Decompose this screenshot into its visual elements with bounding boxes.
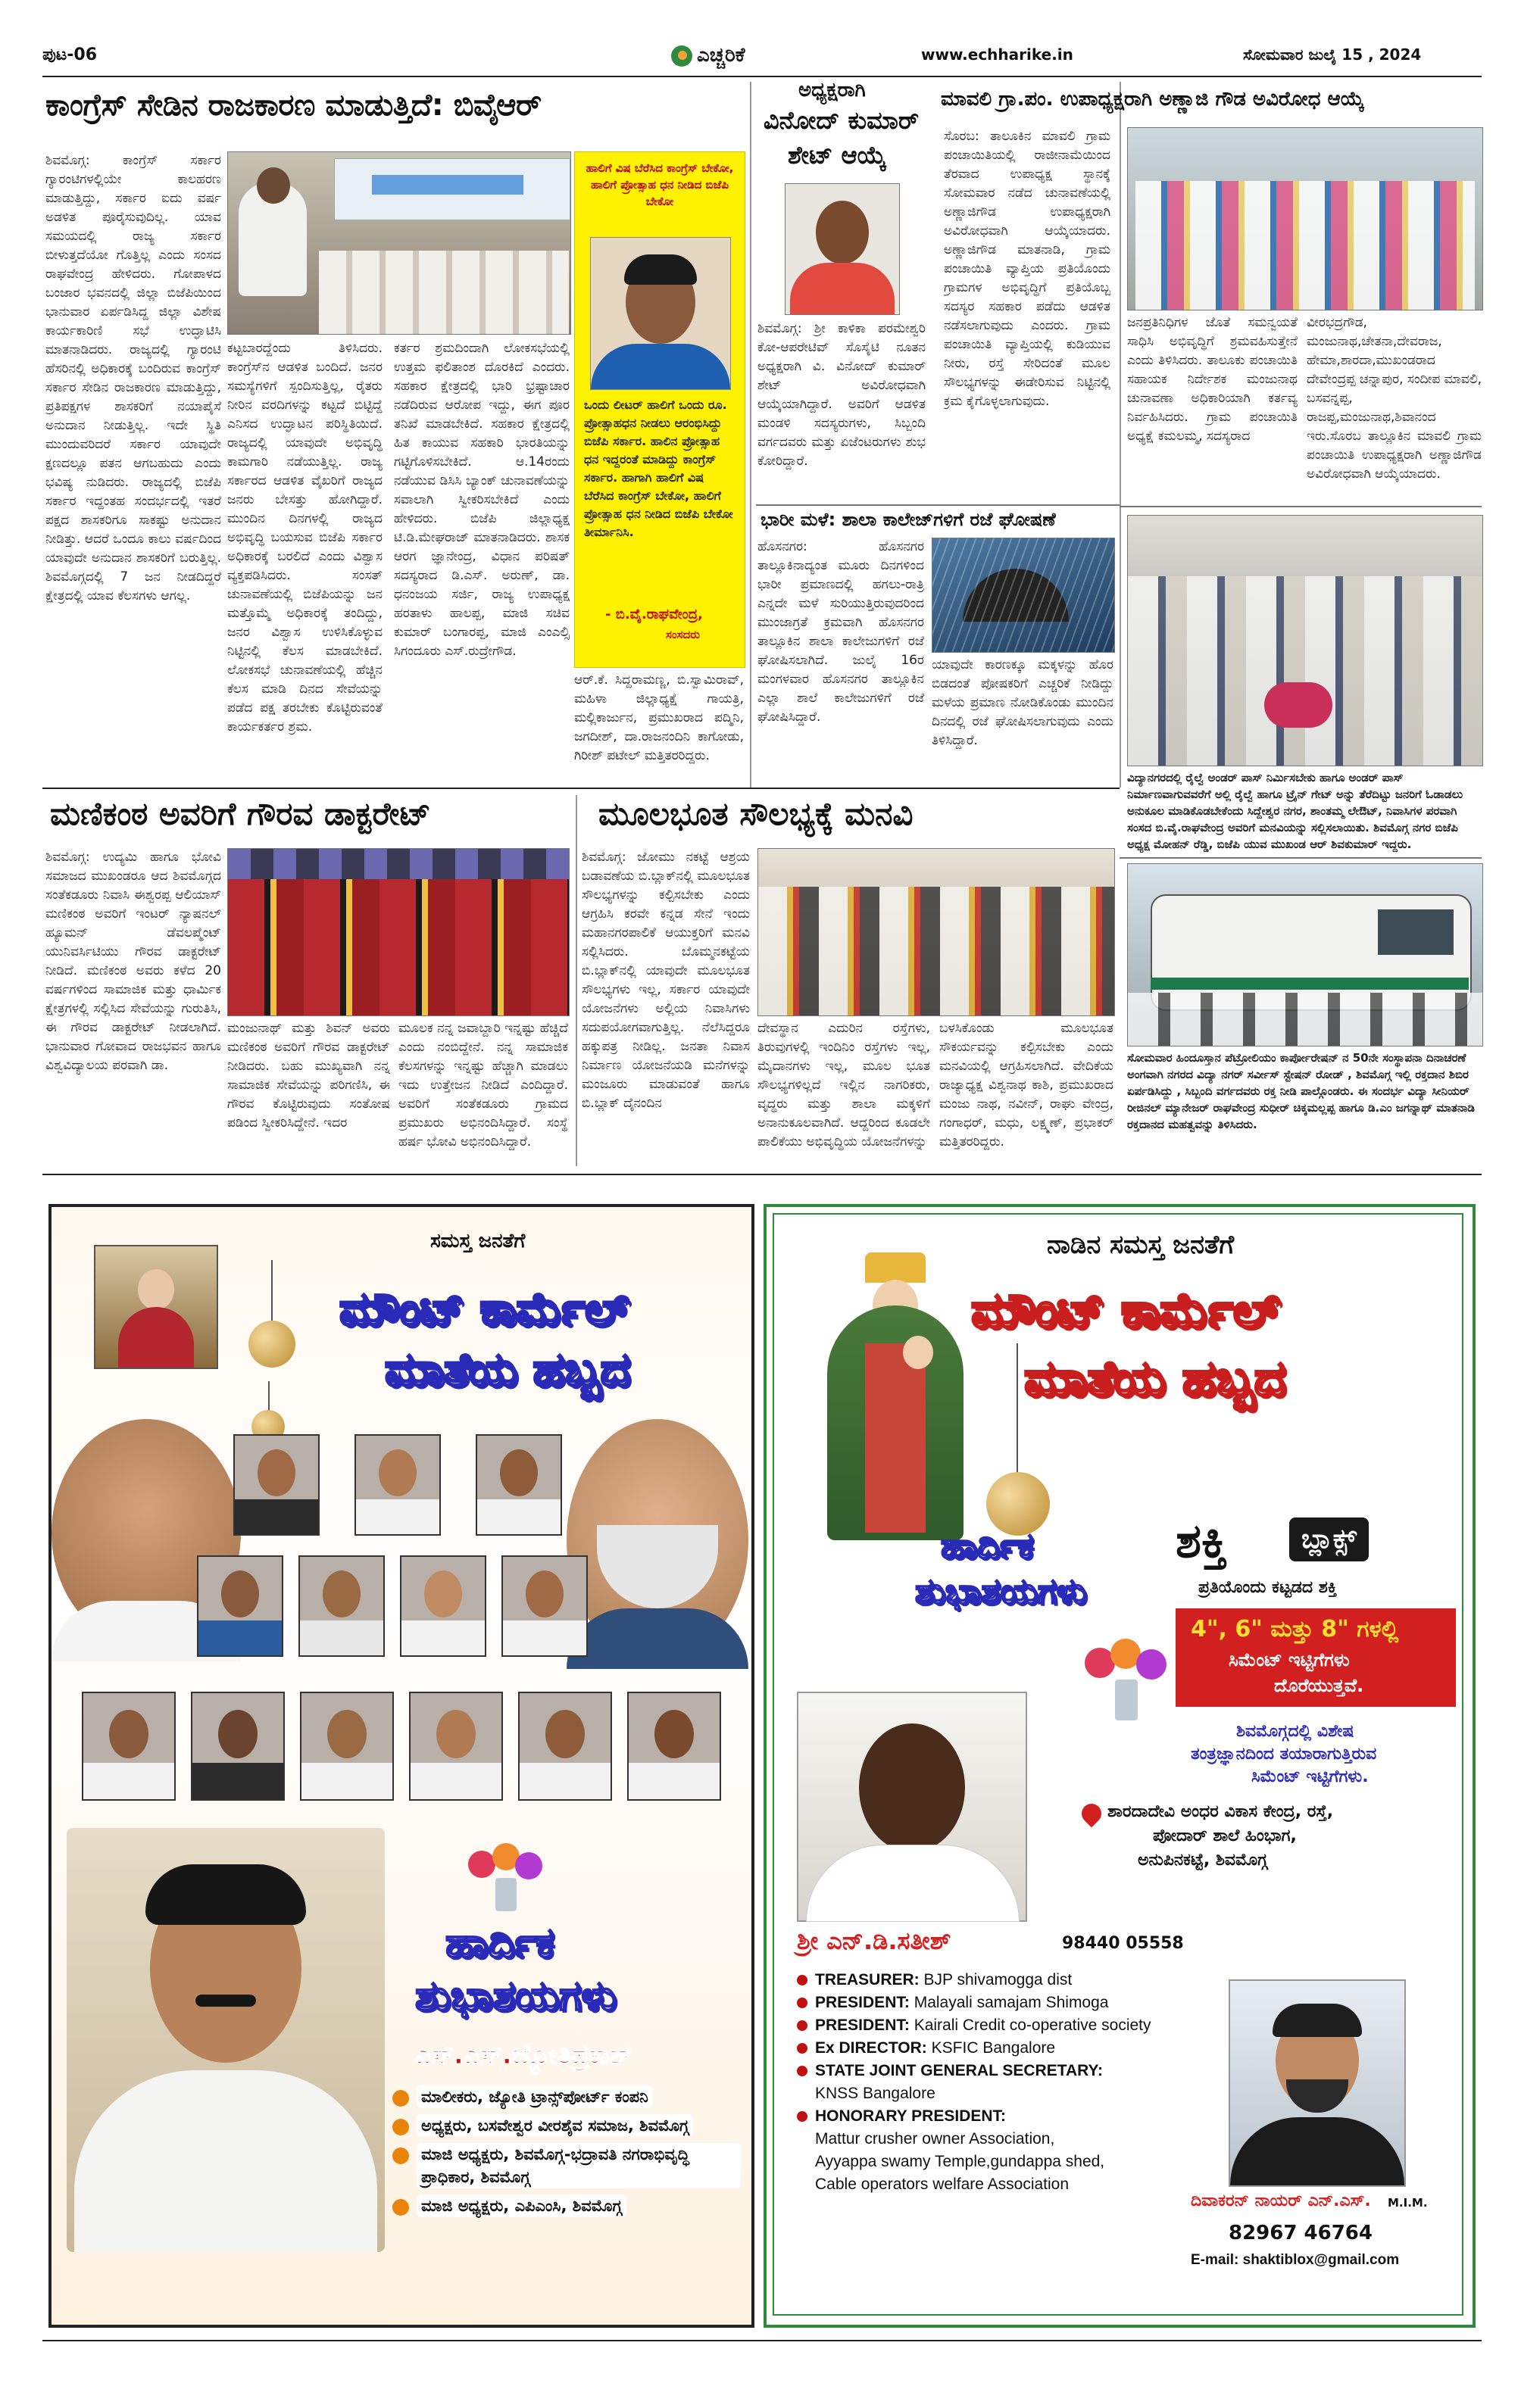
- thumb-shirt: [300, 1620, 383, 1657]
- story6-col2: ಮಂಜುನಾಥ್ ಮತ್ತು ಶಿವನ್ ಅವರು ಮಣಿಕಂಠ ಅವರಿಗೆ ಗೌರವ ಡಾಕ್ಟರೇಟ್ ನೀಡಿದರು. ಬಹು ಮುಖ್ಯವಾಗಿ ನನ್ನ ಸಾಮಾಜಿಕ ಸೇವೆಯನ್ನು ಪರಿಗಣಿಸಿ, ಈ ಗೌರವ ಕೊಟ್ಟಿರುವುದು ಸಂತೋಷ ಪಡಿಂದ ಸ್ವೀಕರಿಸಿದ್ದೇನೆ. ಇದರ: [227, 1021, 390, 1131]
- divider-v3: [576, 795, 577, 1166]
- quote-box: [574, 151, 745, 668]
- story1-col2: ಕಟ್ಟಬಾರದ್ದೆಂದು ತಿಳಿಸಿದರು. ಕಾಂಗ್ರೆಸ್‌ನ ಆಡಳಿತ ಬಂದಿದೆ. ಜನರ ಸಮಸ್ಯೆಗಳಿಗೆ ಸ್ಪಂದಿಸುತ್ತಿಲ್ಲ, ರೈತರು ನೀರಿನ ವರದಿಗಳನ್ನು ಕಟ್ಟದೆ ಬಿಟ್ಟಿದ್ದೆ ಎನಿಸದ ಉದ್ಘಾಟನ ಪರಿಸ್ಥಿತಿಯಿದೆ. ರಾಜ್ಯದಲ್ಲಿ ಯಾವುದೇ ಅಭಿವೃದ್ಧಿ ಕಾಮಗಾರಿ ನಡೆಯುತ್ತಿಲ್ಲ. ರಾಜ್ಯ ಸರ್ಕಾರದ ಆಡಳಿತ ವೈಖರಿಗೆ ರಾಜ್ಯದ ಜನರು ಬೇಸತ್ತು ಹೋಗಿದ್ದಾರೆ. ಮುಂದಿನ ದಿನಗಳಲ್ಲಿ ರಾಜ್ಯದ ಅಭಿವೃದ್ಧಿ ಬಯಸುವ ಬಿಜೆಪಿ ಸರ್ಕಾರ ಅಧಿಕಾರಕ್ಕೆ ಬರಲಿದೆ ಎಂದು ವಿಶ್ವಾಸ ವ್ಯಕ್ತಪಡಿಸಿದರು. ಸಂಸತ್ ಚುನಾವಣೆಯಲ್ಲಿ ಬಿಜೆಪಿಯನ್ನು ಜನ ಮತ್ತೊಮ್ಮೆ ಅಧಿಕಾರಕ್ಕೆ ತಂದಿದ್ದು, ಜನರ ವಿಶ್ವಾಸ ಉಳಿಸಿಕೊಳ್ಳುವ ನಿಟ್ಟಿನಲ್ಲಿ ಕೆಲಸ ಮಾಡಬೇಕಿದೆ. ಲೋಕಸಭೆ ಚುನಾವಣೆಯಲ್ಲಿ ಹೆಚ್ಚಿನ ಕೆಲಸ ಮಾಡಿ ದಿನದ ಸೇವೆಯನ್ನು ಪಡೆದ ಪಕ್ಷ ತರಬೇಕು ಕೊಟ್ಟಿರುವಂತೆ ಕಾರ್ಯಕರ್ತರ ಶ್ರಮ.: [227, 341, 383, 735]
- thumb-shirt: [401, 1620, 485, 1657]
- ornament-left-2: [268, 1381, 270, 1411]
- bullet-icon: [392, 2090, 409, 2107]
- ad-left-line-4: [392, 2194, 741, 2217]
- leader-thumb-12: [518, 1692, 612, 1801]
- quote-body: ಒಂದು ಲೀಟರ್ ಹಾಲಿಗೆ ಒಂದು ರೂ. ಪ್ರೋತ್ಸಾಹಧನ ನೀಡಲು ಆರಂಭಿಸಿದ್ದು ಬಿಜೆಪಿ ಸರ್ಕಾರ. ಹಾಲಿನ ಪ್ರೋತ್ಸಾಹ ಧನ ಇದ್ದರಂತೆ ಮಾಡಿದ್ದು ಕಾಂಗ್ರೆಸ್ ಸರ್ಕಾರ. ಹಾಗಾಗಿ ಹಾಲಿಗೆ ವಿಷ ಬೆರೆಸಿದ ಕಾಂಗ್ರೆಸ್ ಬೇಕೋ, ಹಾಲಿಗೆ ಪ್ರೋತ್ಸಾಹ ಧನ ನೀಡಿದ ಬಿಜೆಪಿ ಬೇಕೋ ತೀರ್ಮಾನಿಸಿ.: [584, 398, 733, 539]
- divider-h-s4: [1120, 506, 1482, 507]
- quote-top: ಹಾಲಿಗೆ ವಿಷ ಬೆರೆಸಿದ ಕಾಂಗ್ರೆಸ್ ಬೇಕೋ, ಹಾಲಿಗೆ ಪ್ರೋತ್ಸಾಹ ಧನ ನೀಡಿದ ಬಿಜೆಪಿ ಬೇಕೋ: [586, 161, 734, 208]
- divider-h-ads: [42, 1174, 1482, 1175]
- thumb-shirt: [198, 1620, 282, 1657]
- role-label: STATE JOINT GENERAL SECRETARY:: [815, 2062, 1103, 2079]
- leader-thumb-8: [82, 1692, 176, 1801]
- quote-sign: - ಬಿ.ವೈ.ರಾಘವೇಂದ್ರ,: [605, 607, 703, 622]
- story1-col3: ಕರ್ತರ ಶ್ರಮದಿಂದಾಗಿ ಲೋಕಸಭೆಯಲ್ಲಿ ಉತ್ತಮ ಫಲಿತಾಂಶ ದೊರಕಿದೆ ಎಂದರು. ಸಹಕಾರ ಕ್ಷೇತ್ರದಲ್ಲಿ ಭಾರಿ ಭ್ರಷ್ಟಾಚಾರ ನಡೆದಿರುವ ಆರೋಪ ಇದ್ದು, ಈಗ ಪೂರ ತನಿಖೆ ಮಾಡಬೇಕಿದೆ. ಸಹಕಾರ ಕ್ಷೇತ್ರದಲ್ಲಿ ಹಿತ ಕಾಯುವ ಸಹಕಾರಿ ಭಾರತಿಯನ್ನು ಗಟ್ಟಿಗೊಳಿಸಬೇಕಿದೆ. ಆ.14ರಂದು ನಡೆಯುವ ಡಿಸಿಸಿ ಬ್ಯಾಂಕ್ ಚುನಾವಣೆಯನ್ನು ಸವಾಲಾಗಿ ಸ್ವೀಕರಿಸಬೇಕಿದೆ ಎಂದು ಹೇಳಿದರು. ಬಿಜೆಪಿ ಜಿಲ್ಲಾಧ್ಯಕ್ಷ ಟಿ.ಡಿ.ಮೇಘರಾಜ್ ಮಾತನಾಡಿದರು. ಶಾಸಕ ಆರಗ ಜ್ಞಾನೇಂದ್ರ, ವಿಧಾನ ಪರಿಷತ್ ಸದಸ್ಯರಾದ ಡಿ.ಎಸ್. ಅರುಣ್, ಡಾ. ಧನಂಜಯ ಸರ್ಜಿ, ರಾಜ್ಯ ಉಪಾಧ್ಯಕ್ಷ ಹರತಾಳು ಹಾಲಪ್ಪ, ಮಾಜಿ ಸಚಿವ ಕುಮಾರ್ ಬಂಗಾರಪ್ಪ, ಮಾಜಿ ಎಂಎಲ್ಸಿ ಸಿಗಂದೂರು ಎಸ್.ರುದ್ರೇಗೌಡ.: [394, 341, 570, 659]
- portrait-face: [816, 201, 869, 264]
- spec-line-1: ಶಿವಮೊಗ್ಗದಲ್ಲಿ ವಿಶೇಷ: [1236, 1722, 1354, 1741]
- role-label: HONORARY PRESIDENT:: [815, 2107, 1007, 2125]
- ornament-ball-1: [248, 1321, 295, 1368]
- mary-crown: [865, 1252, 926, 1283]
- ad-left-line-1: [392, 2085, 741, 2108]
- story7-headline: ಮೂಲಭೂತ ಸೌಲಭ್ಯಕ್ಕೆ ಮನವಿ: [598, 795, 914, 832]
- divider-v2: [1120, 82, 1121, 788]
- thumb-shirt: [83, 1763, 174, 1801]
- line-text: ಮಾಲೀಕರು, ಜ್ಯೋತಿ ಟ್ರಾನ್ಸ್‌ಪೋರ್ಟ್ ಕಂಪನಿ: [417, 2085, 653, 2108]
- role-label: TREASURER:: [815, 1971, 920, 1988]
- header-rule: [42, 76, 1482, 77]
- spec-line-2: ತಂತ್ರಜ್ಞಾನದಿಂದ ತಯಾರಾಗುತ್ತಿರುವ: [1191, 1745, 1377, 1764]
- rain: [932, 538, 1114, 652]
- ad-right-title2: ಮಾತೆಯ ಹಬ್ಬದ: [1024, 1351, 1286, 1407]
- officials: [1128, 576, 1482, 766]
- thumb-face: [424, 1571, 462, 1617]
- story4-col2: ಜನಪ್ರತಿನಿಧಿಗಳ ಜೊತೆ ಸಮನ್ವಯತೆ ಸಾಧಿಸಿ ಅಭಿವೃದ್ಧಿಗೆ ಶ್ರಮವಹಿಸುತ್ತೇನೆ ಎಂದು ತಿಳಿಸಿದರು. ತಾಲೂಕು ಪಂಚಾಯಿತಿ ಸಹಾಯಕ ನಿರ್ದೇಶಕ ಮಂಜುನಾಥ ಚುನಾವಣಾ ಅಧಿಕಾರಿಯಾಗಿ ಕರ್ತವ್ಯ ನಿರ್ವಹಿಸಿದರು. ಗ್ರಾಮ ಪಂಚಾಯಿತಿ ಅಧ್ಯಕ್ಷೆ ಕಮಲಮ್ಮ, ಸದಸ್ಯರಾದ: [1127, 315, 1298, 444]
- line-text: ಅಧ್ಯಕ್ಷರು, ಬಸವೇಶ್ವರ ವೀರಶೈವ ಸಮಾಜ, ಶಿವಮೊಗ್ಗ: [417, 2114, 693, 2137]
- person2-name: ದಿವಾಕರನ್ ನಾಯರ್ ಎನ್.ಎಸ್.: [1191, 2191, 1371, 2210]
- thumb-face: [109, 1710, 148, 1758]
- story2-portrait: [785, 183, 900, 315]
- ad-left-wish1: ಹಾರ್ದಿಕ: [445, 1919, 554, 1967]
- role-text-wrap: [815, 1969, 1072, 1992]
- ad-right-top: ನಾಡಿನ ಸಮಸ್ತ ಜನತೆಗೆ: [1047, 1230, 1235, 1260]
- role-continuation: KNSS Bangalore: [815, 2085, 935, 2102]
- logo-text: ಎಚ್ಚರಿಕೆ: [697, 44, 745, 67]
- flower-vase-left: [468, 1843, 544, 1911]
- story6-headline: ಮಣಿಕಂಠ ಅವರಿಗೆ ಗೌರವ ಡಾಕ್ಟರೇಟ್: [50, 795, 431, 832]
- leader-thumb-4: [197, 1555, 283, 1657]
- person2-beard: [1286, 2079, 1348, 2113]
- leader-thumb-13: [627, 1692, 721, 1801]
- ad-left-title1: ಮೌಂಟ್ ಕಾರ್ಮೆಲ್: [339, 1283, 629, 1336]
- sizes-line-3: ದೊರೆಯುತ್ತವೆ.: [1274, 1675, 1364, 1696]
- delegation: [758, 887, 1114, 1015]
- thumb-shirt: [520, 1763, 611, 1801]
- vase: [495, 1878, 517, 1911]
- flower-1: [468, 1851, 495, 1878]
- story2-headline-3: ಶೇಟ್ ಆಯ್ಕೆ: [788, 141, 887, 170]
- story1-photo: [227, 151, 571, 335]
- story2-headline-1: ಅಧ್ಯಕ್ಷರಾಗಿ: [798, 79, 866, 101]
- thumb-shirt: [235, 1499, 318, 1536]
- story2-headline-2: ವಿನೋದ್ ಕುಮಾರ್: [764, 106, 920, 135]
- story4-col1: ಸೊರಬ: ತಾಲೂಕಿನ ಮಾವಲಿ ಗ್ರಾಮ ಪಂಚಾಯಿತಿಯಲ್ಲಿ ರಾಜೀನಾಮೆಯಿಂದ ತೆರವಾದ ಉಪಾಧ್ಯಕ್ಷ ಸ್ಥಾನಕ್ಕೆ ಸೋಮವಾರ ನಡೆದ ಚುನಾವಣೆಯಲ್ಲಿ ಅಣ್ಣಾಜಿಗೌಡ ಉಪಾಧ್ಯಕ್ಷರಾಗಿ ಅವಿರೋಧವಾಗಿ ಆಯ್ಕೆಯಾದರು. ಅಣ್ಣಾಜಿಗೌಡ ಮಾತನಾಡಿ, ಗ್ರಾಮ ಪಂಚಾಯಿತಿ ವ್ಯಾಪ್ತಿಯ ಪ್ರತಿಯೊಂದು ಗ್ರಾಮಗಳ ಅಭಿವೃದ್ಧಿಗೆ ಪ್ರತಿಯೊಬ್ಬ ಸದಸ್ಯರ ಸಹಕಾರ ಪಡೆದು ಆಡಳಿತ ನಡೆಸಲಾಗುವುದು ಎಂದರು. ಗ್ರಾಮ ಪಂಚಾಯಿತಿ ವ್ಯಾಪ್ತಿಯಲ್ಲಿ ಕುಡಿಯುವ ನೀರು, ರಸ್ತೆ ಸೇರಿದಂತೆ ಮೂಲ ಸೌಲಭ್ಯಗಳನ್ನು ಈಡೇರಿಸುವ ನಿಟ್ಟಿನಲ್ಲಿ ಕ್ರಮ ಕೈಗೊಳ್ಳಲಾಗುವುದು.: [944, 129, 1110, 409]
- line-text: ಮಾಜಿ ಅಧ್ಯಕ್ಷರು, ಶಿವಮೊಗ್ಗ-ಭದ್ರಾವತಿ ನಗರಾಭಿವೃದ್ಧಿ ಪ್ರಾಧಿಕಾರ, ಶಿವಮೊಗ್ಗ: [417, 2143, 741, 2188]
- role-label: PRESIDENT:: [815, 2017, 910, 2034]
- banner-text: [372, 175, 523, 195]
- date: ಸೋಮವಾರ ಜುಲೈ 15 , 2024: [1243, 45, 1422, 64]
- ad-right-mary: [797, 1252, 994, 1540]
- child-face: [903, 1336, 933, 1369]
- ad-left: [48, 1204, 754, 2328]
- bullet-icon: [392, 2148, 409, 2164]
- person1-name: ಶ್ರೀ ಎನ್.ಡಿ.ಸತೀಶ್: [797, 1926, 951, 1955]
- brand-tagline: ಪ್ರತಿಯೊಂದು ಕಟ್ಟಡದ ಶಕ್ತಿ: [1198, 1578, 1338, 1597]
- ad-right-wish1: ಹಾರ್ದಿಕ: [941, 1525, 1034, 1566]
- main-hair: [145, 1864, 306, 1925]
- thumb-shirt: [192, 1763, 283, 1801]
- addr-line-3: ಅನುಪಿನಕಟ್ಟೆ, ಶಿವಮೊಗ್ಗ: [1138, 1851, 1268, 1870]
- divider-h-row2: [42, 788, 1120, 789]
- ad-right: [764, 1204, 1476, 2328]
- mary-dress: [865, 1343, 926, 1533]
- person1-phone[interactable]: 98440 05558: [1062, 1934, 1184, 1953]
- bullet-icon: [392, 2119, 409, 2135]
- thumb-shirt: [356, 1499, 439, 1536]
- bullet-icon: [797, 2043, 807, 2054]
- line-text: ಮಾಜಿ ಅಧ್ಯಕ್ಷರು, ಎಪಿಎಂಸಿ, ಶಿವಮೊಗ್ಗ: [417, 2194, 626, 2217]
- role-text-wrap: [815, 2060, 1103, 2082]
- leader-thumb-9: [191, 1692, 285, 1801]
- audience: [319, 251, 569, 334]
- ad-right-wish2: ಶುಭಾಶಯಗಳು: [915, 1571, 1087, 1611]
- person1-portrait: [797, 1692, 1027, 1922]
- bullet-icon: [797, 1975, 807, 1985]
- role-row: [797, 2060, 1221, 2082]
- thumb-shirt: [503, 1620, 586, 1657]
- role-row: [797, 1969, 1221, 1992]
- main-shirt: [74, 2070, 377, 2252]
- logo-icon-inner: [678, 51, 687, 60]
- thumb-face: [654, 1710, 694, 1758]
- ad-left-top: ಸಮಸ್ತ ಜನತೆಗೆ: [430, 1230, 526, 1252]
- speaker-head: [257, 167, 290, 204]
- ad-left-wish2: ಶುಭಾಶಯಗಳು: [415, 1972, 617, 2020]
- thumb-shirt: [629, 1763, 720, 1801]
- masthead: [42, 39, 1482, 74]
- thumb-face: [221, 1571, 259, 1617]
- spec-line-3: ಸಿಮೆಂಟ್ ಇಟ್ಟಿಗೆಗಳು.: [1251, 1767, 1369, 1786]
- brand-name-2: ಬ್ಲಾಕ್ಸ್: [1289, 1517, 1369, 1561]
- flower-vase-right: [1085, 1639, 1168, 1722]
- quote-sign-role: ಸಂಸದರು: [666, 628, 700, 641]
- story4-col3: ವೀರಭದ್ರಗೌಡ, ಮಂಜುನಾಥ,ಚೇತನಾ,ದೇವರಾಜ, ಹೇಮಾ,ಶಾರದಾ,ಮುಖಂಡರಾದ ದೇವೇಂದ್ರಪ್ಪ ಚನ್ನಾಪುರ, ಸಂದೀಪ ಮಾವಲಿ, ಬಸವನ್ನಪ್ಪ, ರಾಜಪ್ಪ,ಮಂಜುನಾಥ,ಶಿವಾನಂದ ಇರು.ಸೊರಬ ತಾಲ್ಲೂಕಿನ ಮಾವಲಿ ಗ್ರಾಮ ಪಂಚಾಯಿತಿ ಉಪಾಧ್ಯಕ್ಷರಾಗಿ ಅಣ್ಣಾಜಿಗೌಡ ಅವಿರೋಧವಾಗಿ ಆಯ್ಕೆಯಾದರು.: [1307, 315, 1482, 482]
- flower-3: [515, 1852, 542, 1879]
- graduates: [228, 879, 569, 1015]
- role-text-wrap: [815, 1992, 1108, 2014]
- story6-col1: ಶಿವಮೊಗ್ಗ: ಉದ್ಯಮಿ ಹಾಗೂ ಭೋವಿ ಸಮಾಜದ ಮುಖಂಡರೂ ಆದ ಶಿವಮೊಗ್ಗದ ಸಂತೆಕಡೂರು ನಿವಾಸಿ ಈಶ್ವರಪ್ಪ ಆಲಿಯಾಸ್ ಮಣಿಕಂಠ ಅವರಿಗೆ ಇಂಟರ್ ನ್ಯಾಷನಲ್ ಹ್ಯೂಮನ್ ಡೆವಲಪ್ಮೆಂಟ್ ಯುನಿವರ್ಸಿಟಿಯು ಗೌರವ ಡಾಕ್ಟರೇಟ್ ನೀಡಿದೆ. ಮಣಿಕಂಠ ಅವರು ಕಳೆದ 20 ವರ್ಷಗಳಿಂದ ಸಾಮಾಜಿಕ ಮತ್ತು ಧಾರ್ಮಿಕ ಕ್ಷೇತ್ರಗಳಲ್ಲಿ ಸಲ್ಲಿಸಿದ ಸೇವೆಯನ್ನು ಗುರುತಿಸಿ, ಈ ಗೌರವ ಡಾಕ್ಟರೇಟ್ ನೀಡಲಾಗಿದೆ. ಭಾನುವಾರ ಗೋವಾದ ರಾಜಭವನ ಹಾಗೂ ವಿಶ್ವವಿದ್ಯಾಲಯ ಪರವಾಗಿ ಡಾ.: [45, 850, 221, 1073]
- thumb-face: [526, 1571, 564, 1617]
- footer-rule: [42, 2340, 1482, 2341]
- story8-caption: ಸೋಮವಾರ ಹಿಂದೂಸ್ತಾನ ಪೆಟ್ರೋಲಿಯಂ ಕಾರ್ಪೋರೇಷನ್ ನ 50ನೇ ಸಂಸ್ಥಾಪನಾ ದಿನಾಚರಣೆ ಅಂಗವಾಗಿ ನಗರದ ವಿದ್ಯಾ ನಗರ್ ಸರ್ವೀಸ್ ಸ್ಟೇಷನ್ ರೋಡ್ , ಶಿವಮೊಗ್ಗ ಇಲ್ಲಿ ರಕ್ತದಾನ ಶಿಬಿರ ಏರ್ಪಡಿಸಿದ್ದು , ಸಿಬ್ಬಂದಿ ವರ್ಗದವರು ರಕ್ತ ನೀಡಿ ಪಾಲ್ಗೊಂಡರು. ಈ ಸಂದರ್ಭ ವಿದ್ಯಾ ಸೀನಿಯರ್ ರೀಜಿನಲ್ ಮ್ಯಾನೇಜರ್ ರಾಘವೇಂದ್ರ ಸುಧೀರ್ ಚಿಕ್ಕಮಲ್ಲಪ್ಪ ಹಾಗೂ ಡಿ.ಎಂ ಜಗನ್ನಾಥ್ ಮಾತನಾಡಿ ರಕ್ತದಾನದ ಮಹತ್ವವನ್ನು ತಿಳಿಸಿದರು.: [1127, 1051, 1475, 1131]
- story6-photo: [227, 848, 570, 1016]
- role-text-wrap: [815, 2014, 1151, 2037]
- stage-lights: [228, 849, 569, 879]
- person2-portrait: [1229, 1979, 1406, 2187]
- role-value: BJP shivamogga dist: [923, 1971, 1073, 1988]
- role-row: [797, 1992, 1221, 2014]
- flower-3: [1136, 1649, 1167, 1680]
- vase: [1115, 1680, 1138, 1720]
- person2-hair: [1273, 2004, 1362, 2037]
- group-people: [1135, 181, 1475, 310]
- thumb-face: [436, 1710, 476, 1758]
- addr-line-2: ಪೋದಾರ್ ಶಾಲೆ ಹಿಂಭಾಗ,: [1153, 1826, 1297, 1845]
- thumb-face: [379, 1449, 417, 1496]
- story4-photo: [1127, 127, 1483, 310]
- story8-photo: [1127, 863, 1483, 1046]
- person1-face: [859, 1723, 965, 1852]
- thumb-face: [327, 1710, 367, 1758]
- story5-caption: ವಿದ್ಯಾನಗರದಲ್ಲಿ ರೈಲ್ವೆ ಅಂಡರ್ ಪಾಸ್ ನಿರ್ಮಿಸಬೇಕು ಹಾಗೂ ಅಂಡರ್ ಪಾಸ್ ನಿರ್ಮಾಣವಾಗುವವರೆಗೆ ಅಲ್ಲಿ ರೈಲ್ವೆ ಹಾಗೂ ಟ್ರೈನ್ ಗೇಟ್ ಅನ್ನು ತೆರೆದಿಟ್ಟು ಜನರಿಗೆ ಓಡಾಡಲು ಅನುಕೂಲ ಮಾಡಿಕೊಡಬೇಕೆಂದು ಸಿದ್ದೇಶ್ವರ ನಗರ, ಶಾಂತಮ್ಮ ಲೇಔಟ್, ನಿವಾಸಿಗಳ ಪರವಾಗಿ ಸಂಸದ ಬಿ.ವೈ.ರಾಘವೇಂದ್ರ ಅವರಿಗೆ ಮನವಿಯನ್ನು ಸಲ್ಲಿಸಲಾಯಿತು. ಶಿವಮೊಗ್ಗ ನಗರ ಬಿಜೆಪಿ ಅಧ್ಯಕ್ಷ ಮೋಹನ್ ರೆಡ್ಡಿ, ಬಿಜೆಪಿ ಯುವ ಮುಖಂಡ ಆರ್ ಶಿವಕುಮಾರ್ ಇದ್ದರು.: [1127, 771, 1463, 851]
- role-text-wrap: [815, 2105, 1006, 2128]
- main-mustache: [195, 1995, 256, 2007]
- thumb-shirt: [411, 1763, 501, 1801]
- divider-v1: [750, 82, 751, 788]
- story4-headline: ಮಾವಲಿ ಗ್ರಾ.ಪಂ. ಉಪಾಧ್ಯಕ್ಷರಾಗಿ ಅಣ್ಣಾಜಿ ಗೌಡ ಅವಿರೋಧ ಆಯ್ಕೆ: [941, 88, 1365, 111]
- role-row: [797, 2037, 1221, 2060]
- story6-col3: ಮೂಲಕ ನನ್ನ ಜವಾಬ್ದಾರಿ ಇನ್ನಷ್ಟು ಹೆಚ್ಚಿದೆ ಎಂದು ನಂಬಿದ್ದೇನೆ. ನನ್ನ ಸಾಮಾಜಿಕ ಕೆಲಸಗಳನ್ನು ಇನ್ನಷ್ಟು ಹೆಚ್ಚಾಗಿ ಮಾಡಲು ಇದು ಉತ್ತೇಜನ ನೀಡಿದೆ ಎಂದಿದ್ದಾರೆ. ಅವರಿಗೆ ಸಂತೆಕಡೂರು ಗ್ರಾಮದ ಪ್ರಮುಖರು ಅಭಿನಂದಿಸಿದ್ದಾರೆ. ಸಂಸ್ಥೆ ಹರ್ಷ ಭೋವಿ ಅಭಿನಂದಿಸಿದ್ದಾರೆ.: [398, 1021, 568, 1149]
- logo: [671, 41, 823, 71]
- ad-left-mary-image: [94, 1245, 218, 1369]
- ad-left-line-2: [392, 2114, 741, 2137]
- ad-left-name: ಎಸ್.ಎಸ್.ಜ್ಯೋತಿಪ್ರಕಾಶ್: [415, 2040, 632, 2070]
- quote-portrait: [590, 237, 731, 390]
- thumb-face: [218, 1710, 258, 1758]
- ornament-left-1: [271, 1260, 273, 1321]
- sizes-line-2: ಸಿಮೆಂಟ್ ಇಟ್ಟಿಗೆಗಳು: [1229, 1649, 1350, 1670]
- story3-col1: ಹೊಸನಗರ: ಹೊಸನಗರ ತಾಲ್ಲೂಕಿನಾದ್ಯಂತ ಮೂರು ದಿನಗಳಿಂದ ಭಾರೀ ಪ್ರಮಾಣದಲ್ಲಿ ಹಗಲು-ರಾತ್ರಿ ಎನ್ನದೇ ಮಳೆ ಸುರಿಯುತ್ತಿರುವುದರಿಂದ ಮುಂಜಾಗ್ರತೆ ಕ್ರಮವಾಗಿ ಹೊಸನಗರ ತಾಲ್ಲೂಕಿನ ಶಾಲಾ ಕಾಲೇಜುಗಳಿಗೆ ರಜೆ ಘೋಷಿಸಲಾಗಿದೆ. ಜುಲೈ 16ರ ಮಂಗಳವಾರ ಹೊಸನಗರ ತಾಲ್ಲೂಕಿನ ಎಲ್ಲಾ ಶಾಲೆ ಕಾಲೇಜುಗಳಿಗೆ ರಜೆ ಘೋಷಿಸಿದ್ದಾರೆ.: [757, 539, 924, 725]
- thumb-face: [323, 1571, 361, 1617]
- ad-left-lines: [392, 2085, 741, 2217]
- ad-left-title2: ಮಾತೆಯ ಹಬ್ಬದ: [385, 1343, 630, 1396]
- thumb-face: [258, 1449, 295, 1496]
- story1-col4: ಆರ್.ಕೆ. ಸಿದ್ದರಾಮಣ್ಣ, ಬಿ.ಸ್ವಾಮಿರಾವ್, ಮಹಿಳಾ ಜಿಲ್ಲಾಧ್ಯಕ್ಷೆ ಗಾಯತ್ರಿ, ಮಲ್ಲಿಕಾರ್ಜುನ, ಪ್ರಮುಖರಾದ ಪದ್ಮಿನಿ, ಜಗದೀಶ್, ದಾ.ರಾಜನಂದಿನಿ ಕಾಗೋಡು, ಗಿರೀಶ್ ಪಟೇಲ್ ಮತ್ತಿತರರಿದ್ದರು.: [574, 672, 744, 763]
- leader-thumb-5: [298, 1555, 385, 1657]
- bus-window: [1378, 909, 1454, 955]
- portrait-shirt: [790, 263, 895, 315]
- story3-headline: ಭಾರೀ ಮಳೆ: ಶಾಲಾ ಕಾಲೇಜ್‌ಗಳಿಗೆ ರಜೆ ಘೋಷಣೆ: [760, 509, 1056, 530]
- story7-col2: ದೇವಸ್ಥಾನ ಎದುರಿನ ರಸ್ತೆಗಳು, ತಿರುವುಗಳಲ್ಲಿ ಇಂದಿನಿಂ ರಸ್ತೆಗಳು ಇಲ್ಲ, ಮೈದಾನಗಳು ಇಲ್ಲ, ಮೂಲ ಭೂತ ಸೌಲಭ್ಯಗಳಿಲ್ಲದೆ ಇಲ್ಲಿನ ನಾಗರಿಕರು, ವೃದ್ಧರು ಮತ್ತು ಶಾಲಾ ಮಕ್ಕಳಿಗೆ ಅನಾನುಕೂಲವಾಗಿದೆ. ಆದ್ದರಿಂದ ಕೂಡಲೇ ಪಾಲಿಕೆಯು ಅಭಿವೃದ್ಧಿಯ ಯೋಜನೆಗಳನ್ನು: [757, 1021, 930, 1149]
- bullet-icon: [797, 2066, 807, 2076]
- role-continuation: Mattur crusher owner Association,: [815, 2130, 1055, 2148]
- thumb-face: [500, 1449, 538, 1496]
- bullet-icon: [797, 2111, 807, 2122]
- mary-robe: [118, 1307, 194, 1368]
- thumb-shirt: [477, 1499, 561, 1536]
- story3-col2: ಯಾವುದೇ ಕಾರಣಕ್ಕೂ ಮಕ್ಕಳನ್ನು ಹೊರ ಬಿಡದಂತೆ ಪೋಷಕರಿಗೆ ಎಚ್ಚರಿಕೆ ನೀಡಿದ್ದು ಮಳೆಯ ಪ್ರಮಾಣ ನೋಡಿಕೊಂಡು ಮುಂದಿನ ದಿನದಲ್ಲಿ ರಜೆ ಘೋಷಿಸಲಾಗುವುದು ಎಂದು ತಿಳಿಸಿದ್ದಾರೆ.: [932, 657, 1113, 748]
- flower-bouquet: [1264, 682, 1332, 728]
- leader-thumb-2: [354, 1434, 441, 1536]
- roles-list: [797, 1969, 1221, 2196]
- bullet-icon: [392, 2199, 409, 2216]
- sizes-line-1: 4", 6" ಮತ್ತು 8" ಗಳಲ್ಲಿ: [1191, 1616, 1399, 1642]
- leader-thumb-3: [476, 1434, 562, 1536]
- sizes-box: [1176, 1608, 1456, 1707]
- leader-thumb-1: [233, 1434, 320, 1536]
- ad-right-title1: ಮೌಂಟ್ ಕಾರ್ಮೆಲ್: [971, 1283, 1281, 1339]
- email[interactable]: E-mail: shaktiblox@gmail.com: [1191, 2252, 1400, 2268]
- story7-col1: ಶಿವಮೊಗ್ಗ: ಜೋಮು ನಕಟ್ಟೆ ಆಶ್ರಯ ಬಡಾವಣೆಯ ಬಿ.ಬ್ಲಾಕ್‌ನಲ್ಲಿ ಮೂಲಭೂತ ಸೌಲಭ್ಯಗಳನ್ನು ಕಲ್ಪಿಸಬೇಕು ಎಂದು ಆಗ್ರಹಿಸಿ ಕರವೇ ಕನ್ನಡ ಸೇನೆ ಇಂದು ಮಹಾನಗರಪಾಲಿಕೆ ಆಯುಕ್ತರಿಗೆ ಮನವಿ ಸಲ್ಲಿಸಿದರು. ಬೊಮ್ಮನಕಟ್ಟೆಯ ಬಿ.ಬ್ಲಾಕ್‌ನಲ್ಲಿ ಯಾವುದೇ ಮೂಲಭೂತ ಸೌಲಭ್ಯಗಳು ಇಲ್ಲ, ಸರ್ಕಾರ ಯಾವುದೇ ಯೋಜನೆಗಳು ಅಲ್ಲಿಯ ನಿವಾಸಿಗಳು ಸದುಪಯೋಗವಾಗುತ್ತಿಲ್ಲ. ನೆಲೆಸಿದ್ದರೂ ಹಕ್ಕುಪತ್ರ ನೀಡಿಲ್ಲ. ಜನತಾ ನಿವಾಸ ನಿರ್ಮಾಣ ಯೋಜನೆಯಡಿ ಮನೆಗಳನ್ನು ಮಂಜೂರು ಮಾಡುವಂತೆ ಹಾಗೂ ಬಿ.ಬ್ಲಾಕ್ ದೈನಂದಿನ: [582, 850, 750, 1111]
- role-text-wrap: [815, 2037, 1055, 2060]
- addr-line-1: ಶಾರದಾದೇವಿ ಅಂಧರ ವಿಕಾಸ ಕೇಂದ್ರ, ರಸ್ತೆ,: [1107, 1802, 1334, 1821]
- people: [1128, 993, 1482, 1046]
- story1-headline: ಕಾಂಗ್ರೆಸ್ ಸೇಡಿನ ರಾಜಕಾರಣ ಮಾಡುತ್ತಿದೆ: ಬಿವೈಆರ್: [45, 88, 542, 123]
- role-row: [797, 2014, 1221, 2037]
- role-continuation: Cable operators welfare Association: [815, 2176, 1070, 2193]
- story1-col1: ಶಿವಮೊಗ್ಗ: ಕಾಂಗ್ರೆಸ್ ಸರ್ಕಾರ ಗ್ಯಾರಂಟಿಗಳಲ್ಲಿಯೇ ಕಾಲಹರಣ ಮಾಡುತ್ತಿದ್ದು, ಸರ್ಕಾರ ಐದು ವರ್ಷ ಅಡಳಿತ ಪೂರೈಸುವುದಿಲ್ಲ. ಯಾವ ಸಮಯದಲ್ಲಿ ರಾಜ್ಯ ಸರ್ಕಾರ ಬೀಳುತ್ತದೆಯೋ ಗೊತ್ತಿಲ್ಲ ಎಂದು ಸಂಸದ ರಾಘವೇಂದ್ರ ಹೇಳಿದರು. ಗೋಪಾಳದ ಬಂಜಾರ ಭವನದಲ್ಲಿ ಜಿಲ್ಲಾ ಬಿಜೆಪಿಯಿಂದ ಭಾನುವಾರ ಏರ್ಪಡಿಸಿದ್ದ ಜಿಲ್ಲಾ ವಿಶೇಷ ಕಾರ್ಯಕಾರಿಣಿ ಸಭೆ ಉದ್ಘಾಟಿಸಿ ಮಾತನಾಡಿದರು. ರಾಜ್ಯದಲ್ಲಿ ಗ್ಯಾರಂಟಿ ಹೆಸರಿನಲ್ಲಿ ಅಧಿಕಾರಕ್ಕೆ ಬಂದಿರುವ ಕಾಂಗ್ರೆಸ್ ಸರ್ಕಾರ ಸೇಡಿನ ರಾಜಕಾರಣ ಮಾಡುತ್ತಿದ್ದು, ಪ್ರತಿಪಕ್ಷಗಳ ಶಾಸಕರಿಗೆ ನಯಾಪೈಸೆ ಅನುದಾನ ನೀಡುತ್ತಿಲ್ಲ. ಇದೇ ಸ್ಥಿತಿ ಮುಂದುವರಿದರೆ ಸರ್ಕಾರ ಯಾವುದೇ ಕ್ಷಣದಲ್ಲೂ ಪತನ ಆಗಬಹುದು ಎಂದು ಭವಿಷ್ಯ ನುಡಿದರು. ರಾಜ್ಯದಲ್ಲಿ ಬಿಜೆಪಿ ಸರ್ಕಾರ ಇದ್ದಂತಹ ಸಂದರ್ಭದಲ್ಲಿ ಇತರೆ ಪಕ್ಷದ ಶಾಸಕರಿಗೂ ಸಾಕಷ್ಟು ಅನುದಾನ ನೀಡಿತ್ತು. ಆದರೆ ಒಂದೂ ಕಾಲು ವರ್ಷದಿಂದ ಯಾವುದೇ ಅನುದಾನ ಶಾಸಕರಿಗೆ ಬರುತ್ತಿಲ್ಲ. ಶಿವಮೊಗ್ಗದಲ್ಲಿ 7 ಜನ ನೀಡದಿದ್ದರೆ ಕ್ಷೇತ್ರದಲ್ಲಿ ಯಾವ ಕೆಲಸಗಳು ಆಗಲ್ಲ.: [45, 153, 221, 604]
- leader-thumb-6: [400, 1555, 486, 1657]
- page-number: ಪುಟ-06: [42, 45, 98, 64]
- role-continuation: Ayyappa swamy Temple,gundappa shed,: [815, 2153, 1105, 2170]
- thumb-face: [545, 1710, 585, 1758]
- person1-shirt: [806, 1845, 1020, 1922]
- story2-body: ಶಿವಮೊಗ್ಗ: ಶ್ರೀ ಕಾಳಿಕಾ ಪರಮೇಶ್ವರಿ ಕೋ-ಆಪರೇಟಿವ್ ಸೊಸೈಟಿ ನೂತನ ಅಧ್ಯಕ್ಷರಾಗಿ ವಿ. ವಿನೋದ್ ಕುಮಾರ್ ಶೇಟ್ ಅವಿರೋಧವಾಗಿ ಆಯ್ಕೆಯಾಗಿದ್ದಾರೆ. ಅವರಿಗೆ ಆಡಳಿತ ಮಂಡಳಿ ಸದಸ್ಯರುಗಳು, ಸಿಬ್ಬಂದಿ ವರ್ಗದವರು ಮತ್ತು ಏಜೆಂಟರುಗಳು ಶುಭ ಕೋರಿದ್ದಾರೆ.: [757, 321, 926, 469]
- ad-left-line-3: [392, 2143, 741, 2188]
- leader-thumb-10: [300, 1692, 394, 1801]
- ornament-right-string: [1017, 1343, 1018, 1480]
- role-label: PRESIDENT:: [815, 1994, 910, 2011]
- role-value: Kairali Credit co-operative society: [914, 2017, 1151, 2034]
- website[interactable]: www.echharike.in: [921, 45, 1073, 64]
- bullet-icon: [797, 1998, 807, 2008]
- leader-thumb-11: [409, 1692, 503, 1801]
- portrait-shirt: [591, 344, 730, 389]
- bus-stripe: [1151, 978, 1469, 990]
- leader-thumb-7: [501, 1555, 588, 1657]
- story7-photo: [757, 848, 1115, 1016]
- story5-photo: [1127, 515, 1483, 766]
- role-row: [797, 2105, 1221, 2128]
- story7-col3: ಬಳಸಿಕೊಂಡು ಮೂಲಭೂತ ಸೌಕರ್ಯವನ್ನು ಕಲ್ಪಿಸಬೇಕು ಎಂದು ಮನವಿಯಲ್ಲಿ ಆಗ್ರಹಿಸಲಾಗಿದೆ. ವೇದಿಕೆಯ ರಾಜ್ಯಾಧ್ಯಕ್ಷ ವಿಶ್ವನಾಥ ಕಾಶಿ, ಪ್ರಮುಖರಾದ ಮಂಜು ನಾಥ, ನವೀನ್, ರಾಘು ವೇಂದ್ರ, ಗಂಗಾಧರ್, ಮಧು, ಲಕ್ಷ್ಮಣ್, ಪ್ರಭಾಕರ್ ಮತ್ತಿತರರಿದ್ದರು.: [939, 1021, 1113, 1149]
- role-value: KSFIC Bangalore: [931, 2039, 1056, 2057]
- ad-left-main-portrait: [67, 1828, 385, 2252]
- role-value: Malayali samajam Shimoga: [914, 1994, 1109, 2011]
- bullet-icon: [797, 2020, 807, 2031]
- divider-h-s8: [1120, 857, 1482, 859]
- person2-degree: M.I.M.: [1388, 2196, 1428, 2210]
- story3-photo: [932, 538, 1115, 653]
- thumb-shirt: [301, 1763, 392, 1801]
- person2-phone[interactable]: 82967 46764: [1229, 2222, 1373, 2244]
- mary-face: [138, 1269, 174, 1310]
- brand-name-1: ಶಕ್ತಿ: [1176, 1513, 1228, 1568]
- role-label: Ex DIRECTOR:: [815, 2039, 927, 2057]
- portrait-hair: [624, 254, 697, 285]
- person2-shirt: [1230, 2117, 1404, 2185]
